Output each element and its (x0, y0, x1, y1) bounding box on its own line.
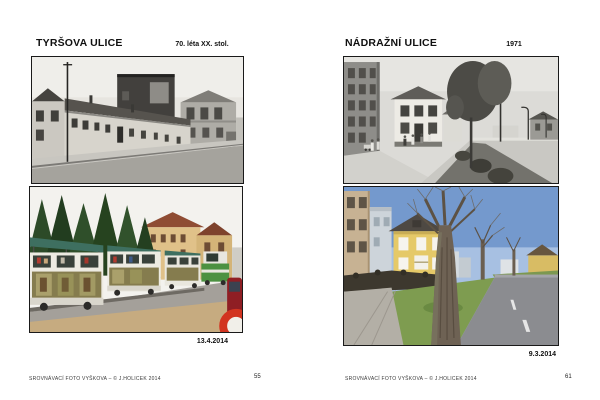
left-footer-text: SROVNÁVACÍ FOTO VYŠKOVA – © J.HOLICEK 2014 (29, 376, 161, 382)
right-old-photo-illustration (344, 57, 558, 183)
right-old-photo (343, 56, 559, 184)
left-page-number: 55 (254, 374, 261, 380)
left-old-photo (31, 56, 244, 184)
left-new-photo-illustration (30, 187, 242, 332)
right-page-title: NÁDRAŽNÍ ULICE (345, 37, 438, 49)
left-old-photo-illustration (32, 57, 243, 183)
right-photo-date: 9.3.2014 (528, 351, 556, 358)
left-photo-date: 13.4.2014 (196, 338, 228, 345)
right-new-photo (343, 186, 559, 346)
right-page-number: 61 (565, 374, 572, 380)
left-page-period-label: 70. léta XX. stol. (175, 41, 229, 48)
right-new-photo-illustration (344, 187, 558, 345)
right-footer-text: SROVNÁVACÍ FOTO VYŠKOVA – © J.HOLICEK 2014 (345, 376, 477, 382)
right-page-period-label: 1971 (506, 41, 522, 48)
left-page-title: TYRŠOVA ULICE (36, 37, 123, 49)
left-new-photo (29, 186, 243, 333)
